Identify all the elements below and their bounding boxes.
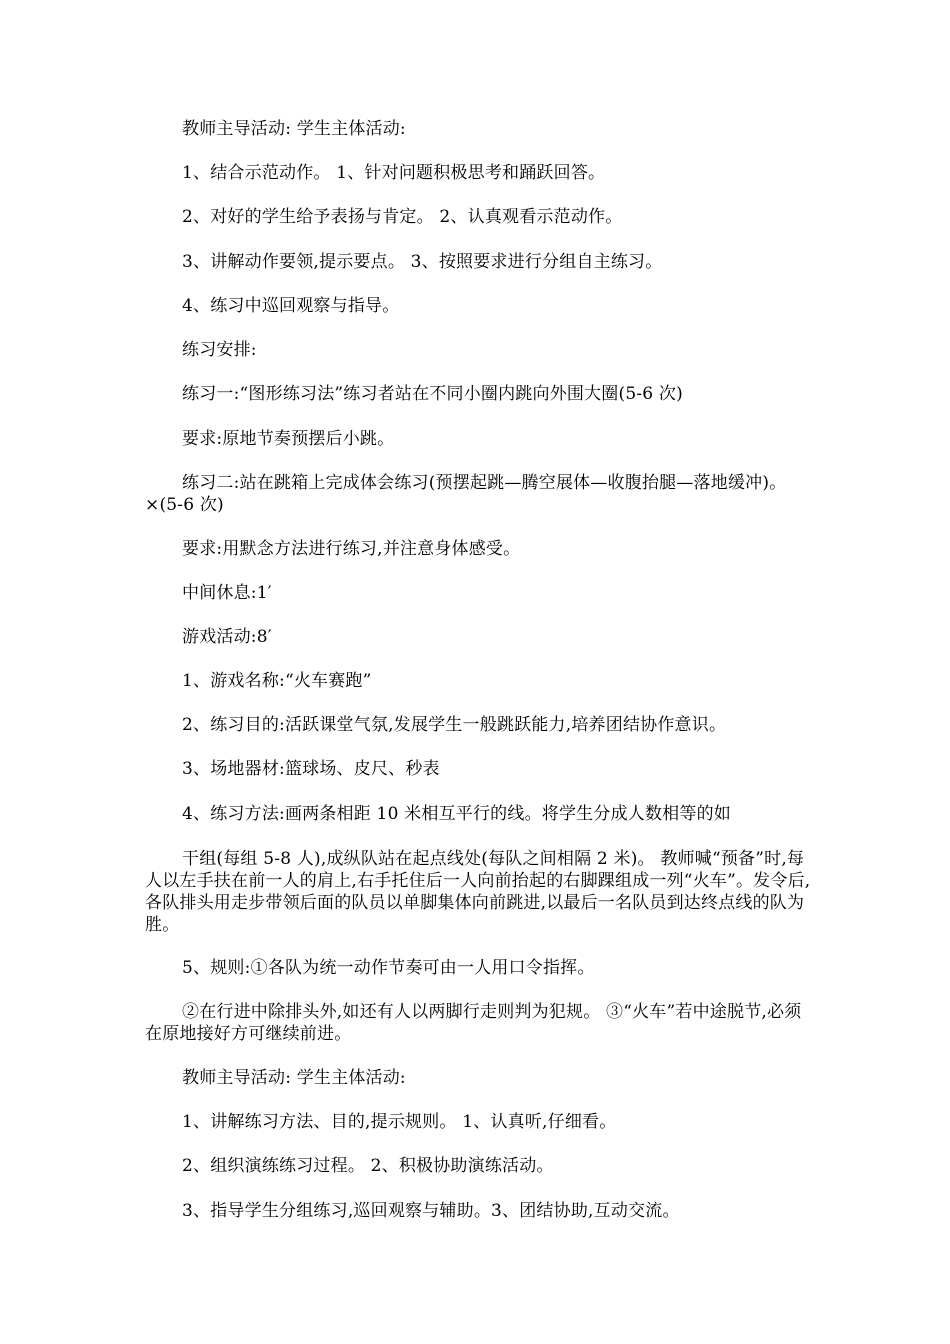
paragraph-item-4: 4、练习中巡回观察与指导。 xyxy=(182,296,400,316)
paragraph-item-2: 2、对好的学生给予表扬与肯定。 2、认真观看示范动作。 xyxy=(182,207,623,227)
paragraph-teacher-student-header: 教师主导活动: 学生主体活动: xyxy=(182,119,406,139)
paragraph-game-method-detail: 干组(每组 5-8 人),成纵队站在起点线处(每队之间相隔 2 米)。 教师喊“预备”时,每人以左手扶在前一人的肩上,右手托住后一人向前抬起的右脚踝组成一列“火车”。发令后,各队排头用走步带领后面的队员以单脚集体向前跳进,以最后一名队员到达终点线的队为胜。 xyxy=(145,849,811,935)
paragraph-item-1b: 1、讲解练习方法、目的,提示规则。 1、认真听,仔细看。 xyxy=(182,1112,617,1132)
paragraph-teacher-student-header-2: 教师主导活动: 学生主体活动: xyxy=(182,1068,406,1088)
paragraph-exercise-1: 练习一:“图形练习法”练习者站在不同小圈内跳向外围大圈(5-6 次) xyxy=(182,384,683,404)
paragraph-item-3b: 3、指导学生分组练习,巡回观察与辅助。3、团结协助,互动交流。 xyxy=(182,1201,680,1221)
paragraph-game-equipment: 3、场地器材:篮球场、皮尺、秒表 xyxy=(182,759,440,779)
paragraph-rules: 5、规则:①各队为统一动作节奏可由一人用口令指挥。 xyxy=(182,958,595,978)
paragraph-game-activity: 游戏活动:8′ xyxy=(182,627,272,647)
paragraph-practice-arrangement: 练习安排: xyxy=(182,340,257,360)
paragraph-game-purpose: 2、练习目的:活跃课堂气氛,发展学生一般跳跃能力,培养团结协作意识。 xyxy=(182,715,727,735)
paragraph-requirement-1: 要求:原地节奏预摆后小跳。 xyxy=(182,429,395,449)
paragraph-game-method: 4、练习方法:画两条相距 10 米相互平行的线。将学生分成人数相等的如 xyxy=(182,804,731,824)
paragraph-item-1: 1、结合示范动作。 1、针对问题积极思考和踊跃回答。 xyxy=(182,163,606,183)
paragraph-rest: 中间休息:1′ xyxy=(182,583,272,603)
paragraph-item-2b: 2、组织演练练习过程。 2、积极协助演练活动。 xyxy=(182,1156,554,1176)
paragraph-requirement-2: 要求:用默念方法进行练习,并注意身体感受。 xyxy=(182,539,521,559)
paragraph-rules-detail: ②在行进中除排头外,如还有人以两脚行走则判为犯规。 ③“火车”若中途脱节,必须在原地接好方可继续前进。 xyxy=(145,1002,802,1044)
paragraph-exercise-2: 练习二:站在跳箱上完成体会练习(预摆起跳—腾空展体—收腹抬腿—落地缓冲)。×(5-6 次) xyxy=(145,473,787,515)
paragraph-item-3: 3、讲解动作要领,提示要点。 3、按照要求进行分组自主练习。 xyxy=(182,252,663,272)
paragraph-game-name: 1、游戏名称:“火车赛跑” xyxy=(182,671,372,691)
